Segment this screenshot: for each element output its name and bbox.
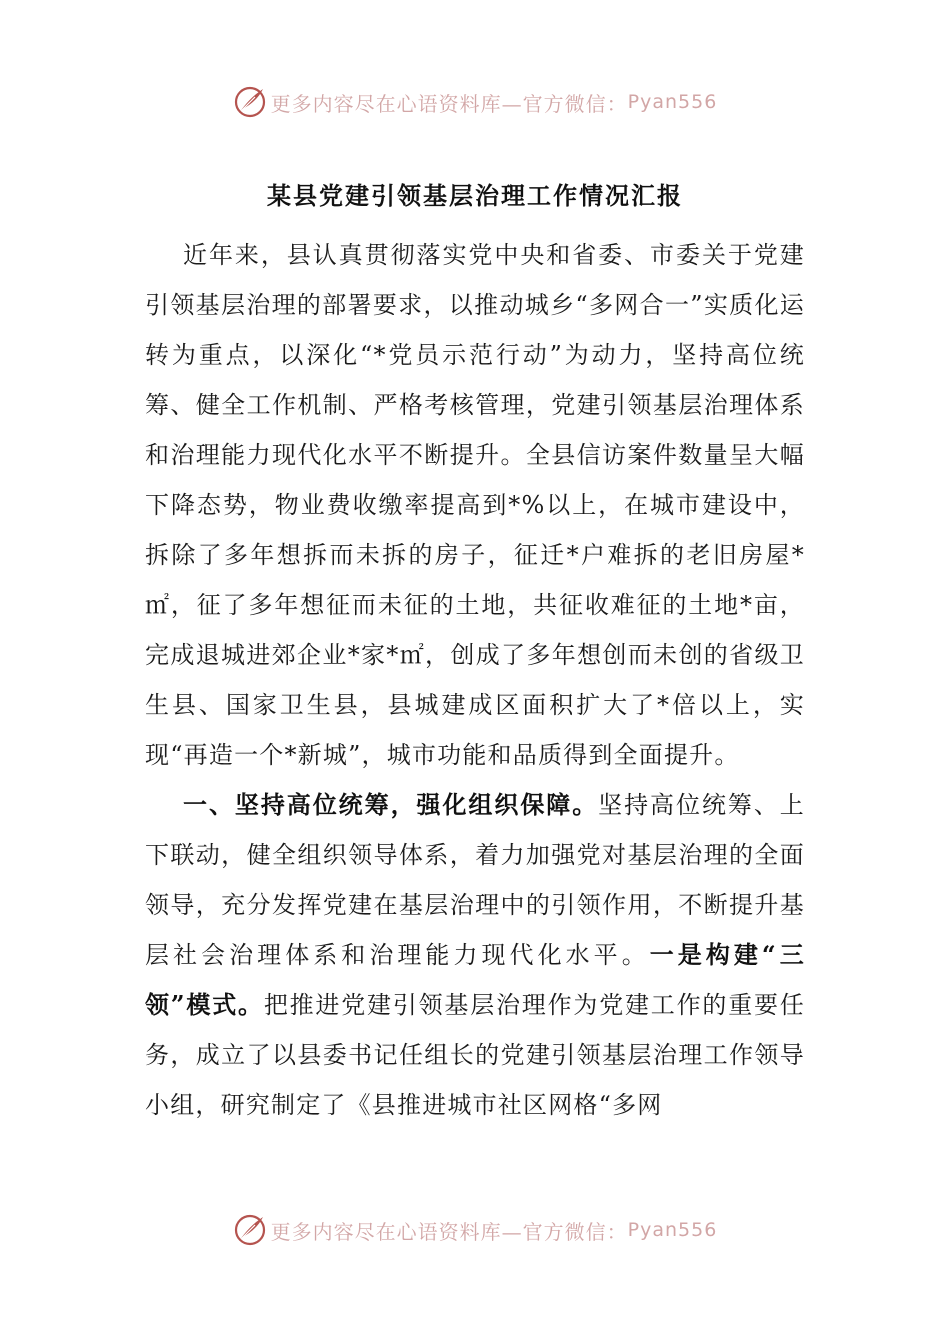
intro-paragraph: 近年来，县认真贯彻落实党中央和省委、市委关于党建引领基层治理的部署要求，以推动城乡“多网合一”实质化运转为重点，以深化“*党员示范行动”为动力，坚持高位统筹、健全工作机制、严格考核管理，党建引领基层治理体系和治理能力现代化水平不断提升。全县信访案件数量呈大幅下降态势，物业费收缴率提高到*%以上，在城市建设中，拆除了多年想拆而未拆的房子，征迁*户难拆的老旧房屋*㎡，征了多年想征而未征的土地，共征收难征的土地*亩，完成退城进郊企业*家*㎡，创成了多年想创而未创的省级卫生县、国家卫生县，县城建成区面积扩大了*倍以上，实现“再造一个*新城”，城市功能和品质得到全面提升。: [145, 241, 805, 769]
watermark-footer: [0, 1208, 950, 1252]
watermark-text: 更多内容尽在心语资料库—官方微信：: [270, 91, 628, 116]
section-1-text-b: 把推进党建引领基层治理作为党建工作的重要任务，成立了以县委书记任组长的党建引领基层治理工作领导小组，研究制定了《县推进城市社区网格“多网: [145, 991, 805, 1119]
watermark-header: [0, 80, 950, 124]
document-title: 某县党建引领基层治理工作情况汇报: [267, 181, 683, 210]
quill-logo-icon: [233, 1213, 267, 1247]
watermark-wechat-id: Pyan556: [627, 1219, 718, 1241]
section-1-subheading: 一是构建“三领”模式。: [145, 940, 805, 1019]
document-body: [145, 230, 805, 1130]
section-1-paragraph: [145, 780, 805, 1130]
section-1-heading: 一、坚持高位统筹，强化组织保障。: [183, 790, 599, 819]
quill-logo-icon: [233, 85, 267, 119]
watermark-text: 更多内容尽在心语资料库—官方微信：: [270, 1219, 628, 1244]
watermark-wechat-id: Pyan556: [627, 91, 718, 113]
section-1-text-a: 坚持高位统筹、上下联动，健全组织领导体系，着力加强党对基层治理的全面领导，充分发挥党建在基层治理中的引领作用，不断提升基层社会治理体系和治理能力现代化水平。: [145, 791, 805, 969]
